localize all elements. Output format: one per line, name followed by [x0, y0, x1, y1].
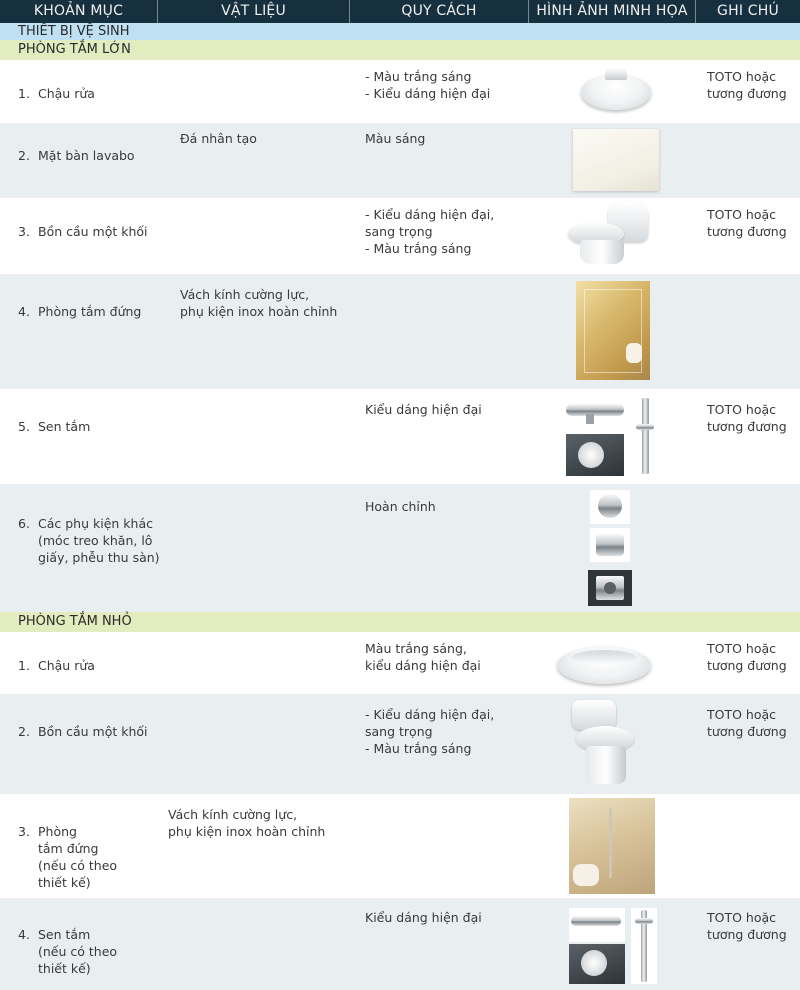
shower-set-image [564, 396, 670, 478]
note-cell: TOTO hoặc tương đương [707, 402, 787, 434]
spec-cell: Kiểu dáng hiện đại [365, 402, 482, 417]
item-number: 5. [18, 419, 30, 434]
header-note: GHI CHÚ [717, 3, 779, 19]
shower-set-image [569, 908, 659, 986]
item-cell [18, 130, 168, 164]
spec-cell: Kiểu dáng hiện đại [365, 910, 482, 925]
item-cell [18, 401, 168, 435]
item-number: 4. [18, 927, 30, 942]
item-label: Bồn cầu một khối [38, 724, 148, 739]
table-row [0, 794, 800, 898]
header-illustration: HÌNH ẢNH MINH HỌA [529, 0, 696, 23]
header-spec: QUY CÁCH [350, 0, 529, 23]
item-number: 1. [18, 658, 30, 673]
note-cell: TOTO hoặc tương đương [707, 641, 787, 673]
item-label: Phòng tắm đứng [38, 304, 142, 319]
table-row [0, 484, 800, 612]
spec-cell: Màu trắng sáng, kiểu dáng hiện đại [365, 641, 481, 673]
item-label: Mặt bàn lavabo [38, 148, 135, 163]
table-row [0, 389, 800, 484]
item-label: Bồn cầu một khối [38, 224, 148, 239]
shower-room-image [576, 281, 650, 380]
note-cell: TOTO hoặc tương đương [707, 69, 787, 101]
item-cell [18, 68, 168, 102]
spec-cell: - Màu trắng sáng - Kiểu dáng hiện đại [365, 69, 491, 101]
table-row [0, 123, 800, 198]
basin-image [581, 68, 651, 112]
item-label: Sen tắm [38, 419, 91, 434]
shower-room-image [569, 798, 655, 894]
table-header [0, 0, 800, 23]
countertop-image [573, 129, 659, 191]
material-cell: Đá nhân tạo [180, 131, 257, 146]
header-material: VẬT LIỆU [158, 0, 350, 23]
toilet-image [568, 700, 640, 788]
item-cell [18, 498, 168, 566]
category-title: THIẾT BỊ VỆ SINH [0, 23, 800, 40]
item-number: 2. [18, 724, 30, 739]
item-number: 6. [18, 516, 30, 531]
accessories-image [586, 490, 634, 606]
item-label: Các phụ kiện khác (móc treo khăn, lô giấy, phễu thu sàn) [38, 516, 160, 565]
table-row [0, 694, 800, 794]
material-cell: Vách kính cường lực, phụ kiện inox hoàn chỉnh [180, 287, 338, 319]
spec-cell: Hoàn chỉnh [365, 499, 436, 514]
toilet-image [566, 202, 650, 268]
item-cell [18, 706, 168, 740]
item-number: 4. [18, 304, 30, 319]
item-number: 3. [18, 824, 30, 839]
item-number: 1. [18, 86, 30, 101]
material-cell: Vách kính cường lực, phụ kiện inox hoàn chỉnh [168, 807, 326, 839]
item-number: 3. [18, 224, 30, 239]
item-number: 2. [18, 148, 30, 163]
item-cell [18, 206, 168, 240]
table-row [0, 198, 800, 274]
table-row [0, 60, 800, 123]
table-row [0, 632, 800, 694]
note-cell: TOTO hoặc tương đương [707, 910, 787, 942]
basin-image [557, 640, 651, 686]
header-item: KHOẢN MỤC [0, 0, 158, 23]
spec-cell: - Kiểu dáng hiện đại, sang trọng - Màu trắng sáng [365, 207, 495, 256]
section-title-small-bathroom: PHÒNG TẮM NHỎ [0, 612, 800, 632]
section-title-large-bathroom: PHÒNG TẮM LỚN [0, 40, 800, 60]
item-cell [18, 286, 168, 320]
item-label: Phòng tắm đứng (nếu có theo thiết kế) [38, 824, 118, 890]
item-cell [18, 806, 168, 891]
note-cell: TOTO hoặc tương đương [707, 207, 787, 239]
item-label: Chậu rửa [38, 86, 95, 101]
table-row [0, 898, 800, 990]
spec-cell: Màu sáng [365, 131, 426, 146]
note-cell: TOTO hoặc tương đương [707, 707, 787, 739]
item-label: Sen tắm (nếu có theo thiết kế) [38, 927, 118, 976]
item-cell [18, 640, 168, 674]
spec-cell: - Kiểu dáng hiện đại, sang trọng - Màu trắng sáng [365, 707, 495, 756]
item-label: Chậu rửa [38, 658, 95, 673]
item-cell [18, 909, 168, 977]
table-row [0, 274, 800, 389]
